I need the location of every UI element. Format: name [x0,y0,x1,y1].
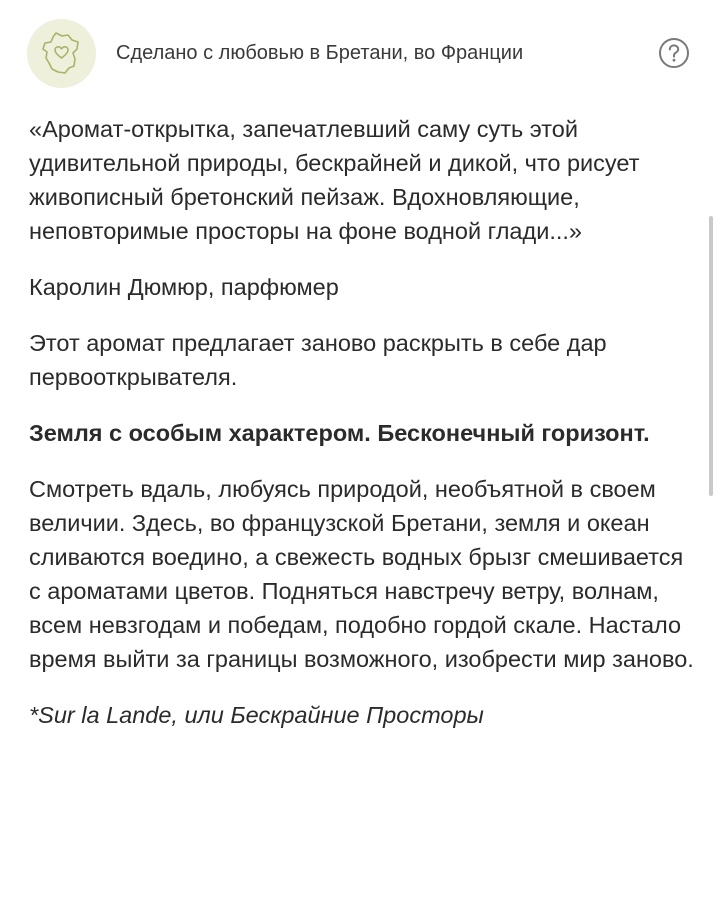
perfumer-quote: «Аромат-открытка, запечатлевший саму суть этой удивительной природы, бескрайней и дикой, что рисует живописный бретонский пейзаж. Вдохновляющие, неповторимые просторы на фоне водной глади...» [29,116,640,244]
product-description [29,112,694,732]
made-in-brittany-label: Сделано с любовью в Бретани, во Франции [116,42,524,64]
description-body: Смотреть вдаль, любуясь природой, необъятной в своем величии. Здесь, во французской Бретани, земля и океан сливаются воедино, а свежесть водных брызг смешивается с ароматами цветов. Подняться навстречу ветру, волнам, всем невзгодам и победам, подобно гордой скале. Настало время выйти за границы возможного, изобрести мир заново. [29,476,694,672]
quote-author: Каролин Дюмюр, парфюмер [29,274,339,300]
header [0,0,720,108]
france-map-heart-icon [27,19,96,88]
section-heading: Земля с особым характером. Бесконечный горизонт. [29,420,650,446]
product-footnote: *Sur la Lande, или Бескрайние Просторы [29,702,484,728]
help-circle-icon[interactable] [658,37,690,69]
offer-text: Этот аромат предлагает заново раскрыть в себе дар первооткрывателя. [29,330,607,390]
scrollbar[interactable] [709,216,713,496]
